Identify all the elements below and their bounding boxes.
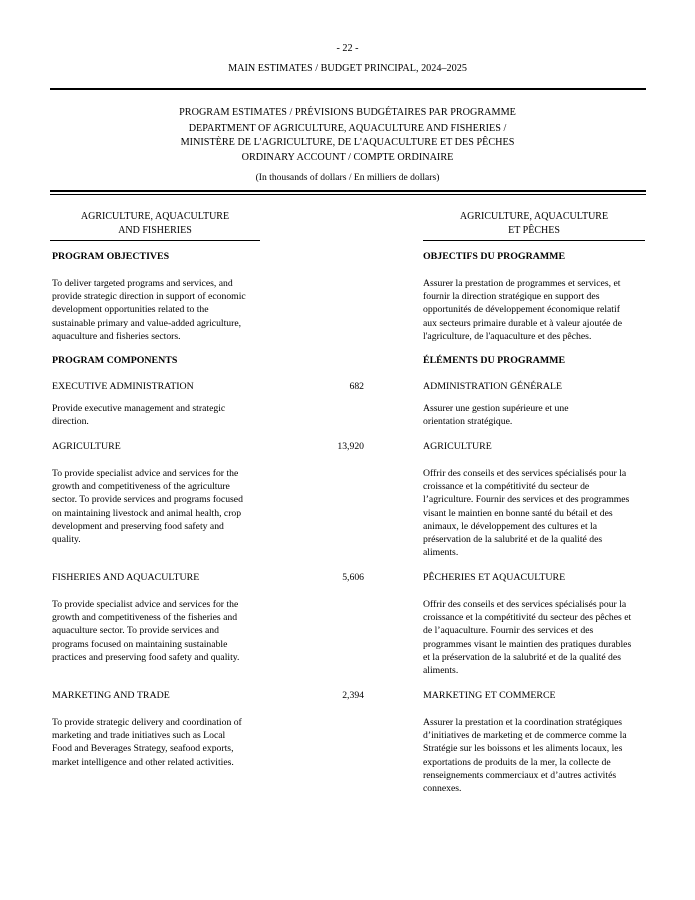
component-text-en-marketing: To provide strategic delivery and coordination of marketing and trade initiatives such as Local Food and Beverages Strategy, seafood exports, market intelligence and other related activities. — [52, 717, 242, 768]
component-amount-agriculture: 13,920 — [337, 441, 364, 452]
units-note: (In thousands of dollars / En milliers de dollars) — [255, 172, 440, 183]
column-heading-en-line1: AGRICULTURE, AQUACULTURE — [80, 211, 230, 222]
component-name-fr-agriculture: AGRICULTURE — [423, 441, 492, 452]
component-text-fr-agriculture: Offrir des conseils et des services spécialisés pour la croissance et la compétitivité du secteur de l’agriculture. Fournir des services et des programmes visant le maintien en bonne santé du bétail et des animaux, le développement des cultures et la préservation de la salubrité et de la qualité des aliments. — [423, 468, 630, 559]
component-text-en-agriculture: To provide specialist advice and services for the growth and competitiveness of the agriculture sector. To provide services and programs focused on maintaining livestock and animal health, crop development and preserving food safety and quality. — [52, 468, 243, 546]
component-name-fr-fisheries: PÊCHERIES ET AQUACULTURE — [423, 572, 566, 583]
header-rule — [50, 88, 646, 90]
column-heading-en-underline — [50, 240, 260, 241]
component-name-fr-executive: ADMINISTRATION GÉNÉRALE — [423, 381, 563, 392]
column-heading-fr-underline — [423, 240, 645, 241]
component-name-en-fisheries: FISHERIES AND AQUACULTURE — [52, 572, 200, 583]
column-heading-fr — [423, 210, 645, 238]
component-text-fr-fisheries: Offrir des conseils et des services spécialisés pour la croissance et la compétitivité du secteur des pêches et de l’aquaculture. Fournir des services et des programmes visant le maintien des pratiques durables et la préservation de la salubrité et de la qualité des aliments. — [423, 599, 632, 677]
component-text-en-executive: Provide executive management and strategic direction. — [52, 403, 226, 428]
component-text-fr-marketing: Assurer la prestation et la coordination stratégiques d’initiatives de marketing et de commerce comme la Stratégie sur les boissons et les aliments locaux, les exportations de produits de la mer, la collecte de renseignements commerciaux et d’autres activités connexes. — [423, 717, 627, 795]
component-name-fr-marketing: MARKETING ET COMMERCE — [423, 690, 556, 701]
component-text-fr-executive: Assurer une gestion supérieure et une orientation stratégique. — [423, 403, 569, 428]
page-number: - 22 - — [336, 43, 359, 54]
objectives-text-fr: Assurer la prestation de programmes et services, et fournir la direction stratégique en support des opportunités de développement économique relatif aux secteurs primaire durable et à valeur ajoutée de l'agriculture, de l'aquaculture et des pêches. — [423, 278, 623, 342]
column-heading-fr-line2: ET PÊCHES — [508, 225, 560, 236]
double-rule-bottom — [50, 194, 646, 196]
column-heading-fr-line1: AGRICULTURE, AQUACULTURE — [459, 211, 609, 222]
objectives-text-en: To deliver targeted programs and services, and provide strategic direction in support of economic development opportunities related to the sustainable primary and value-added agriculture, aquaculture and fisheries sectors. — [52, 278, 246, 342]
column-heading-en-line2: AND FISHERIES — [118, 225, 192, 236]
component-amount-executive: 682 — [349, 381, 364, 392]
components-heading-en: PROGRAM COMPONENTS — [52, 355, 178, 366]
objectives-heading-en: PROGRAM OBJECTIVES — [52, 251, 170, 262]
objectives-heading-fr: OBJECTIFS DU PROGRAMME — [423, 251, 566, 262]
document-title: MAIN ESTIMATES / BUDGET PRINCIPAL, 2024–2025 — [228, 63, 467, 74]
department-title-en: DEPARTMENT OF AGRICULTURE, AQUACULTURE AND FISHERIES / — [188, 123, 507, 134]
program-estimates-title: PROGRAM ESTIMATES / PRÉVISIONS BUDGÉTAIRES PAR PROGRAMME — [179, 107, 516, 118]
department-title-fr: MINISTÈRE DE L'AGRICULTURE, DE L'AQUACULTURE ET DES PÊCHES — [180, 137, 515, 148]
component-name-en-executive: EXECUTIVE ADMINISTRATION — [52, 381, 194, 392]
component-name-en-marketing: MARKETING AND TRADE — [52, 690, 170, 701]
component-amount-fisheries: 5,606 — [342, 572, 364, 583]
component-amount-marketing: 2,394 — [342, 690, 364, 701]
double-rule-top — [50, 190, 646, 192]
component-text-en-fisheries: To provide specialist advice and services for the growth and competitiveness of the fisheries and aquaculture sector. To provide services and programs focused on maintaining sustainable practices and preserving food safety and quality. — [52, 599, 240, 663]
components-heading-fr: ÉLÉMENTS DU PROGRAMME — [423, 355, 566, 366]
component-name-en-agriculture: AGRICULTURE — [52, 441, 121, 452]
column-heading-en — [50, 210, 260, 238]
account-title: ORDINARY ACCOUNT / COMPTE ORDINAIRE — [241, 152, 454, 163]
